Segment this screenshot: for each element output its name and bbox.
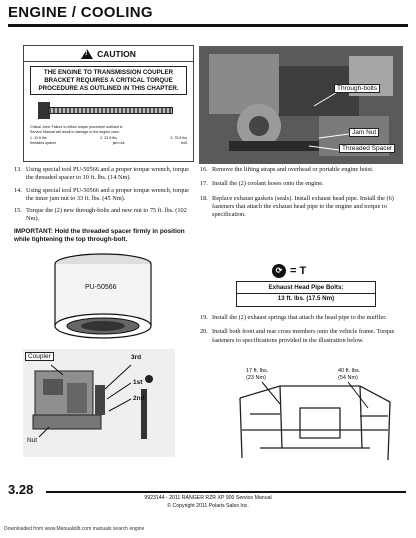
- caution-line: BRACKET REQUIRES A CRITICAL TORQUE: [44, 76, 173, 84]
- torque-symbol: [272, 264, 306, 278]
- caution-title: CAUTION: [97, 48, 136, 59]
- step-number: 14.: [14, 186, 22, 194]
- page-number: 3.28: [8, 482, 34, 497]
- footer-line: 9923144 - 2011 RANGER RZR XP 900 Service Manual: [144, 495, 272, 501]
- step-text: Remove the lifting straps and overhead or portable engine hoist.: [212, 166, 374, 173]
- threaded-spacer-label: Threaded Spacer: [339, 144, 395, 153]
- step-item: [200, 328, 406, 345]
- torque-spec-box: [236, 281, 376, 307]
- step-text: Replace exhaust gaskets (seals). Install exhaust head pipe. Install the (6) fasteners that attach the exhaust head pipe to the engine and torque to specification.: [212, 194, 394, 219]
- ref-item: threaded spacer: [30, 140, 56, 145]
- torque-symbol-text: = T: [290, 265, 307, 277]
- special-tool-illustration: [27, 250, 179, 344]
- step-number: 20.: [200, 328, 208, 336]
- left-torque-label: 17 ft. lbs.: [246, 368, 269, 374]
- important-note: IMPORTANT: Hold the threaded spacer firmly in position while tightening the top through-bolt.: [14, 227, 185, 243]
- tool-label: PU-50566: [85, 284, 117, 291]
- frame-diagram: [220, 368, 403, 468]
- jam-nut-label: Jam Nut: [349, 128, 379, 137]
- footer-line: © Copyright 2011 Polaris Sales Inc.: [167, 502, 249, 509]
- step-item: [200, 180, 406, 188]
- engine-photo: [199, 46, 403, 164]
- page-title: ENGINE / COOLING: [8, 4, 153, 21]
- step-number: 18.: [200, 194, 208, 202]
- third-label: 3rd: [131, 354, 142, 361]
- step-item: [14, 187, 194, 204]
- caution-note: [30, 125, 187, 134]
- right-steps-2: [200, 314, 406, 351]
- nut-label: Nut: [27, 437, 38, 444]
- second-label: 2nd: [133, 395, 145, 402]
- right-torque-nm: (54 Nm): [338, 375, 358, 381]
- footer-rule: [46, 491, 406, 493]
- coupler-diagram: [23, 349, 175, 457]
- warning-icon: [81, 49, 93, 59]
- torque-wrench-icon: ⟳: [272, 264, 286, 278]
- caution-block: [23, 45, 194, 162]
- ref-item: jam nut: [112, 140, 125, 145]
- step-item: [200, 195, 406, 220]
- step-text: Using special tool PU-50566 and a proper torque wrench, torque the inner jam nut to 33 ft. lbs. (45 Nm).: [26, 186, 189, 202]
- ref-item: 2. 33 ft lbs: [100, 135, 117, 140]
- ref-item: 1. 10 ft lbs: [30, 135, 47, 140]
- step-item: [14, 166, 194, 183]
- torque-spec-value: 13 ft. lbs. (17.5 Nm): [277, 295, 335, 303]
- caution-note-line: Critical Joint: Failure to follow torque procedure outlined in: [30, 125, 123, 130]
- step-item: [200, 166, 406, 174]
- caution-line: PROCEDURE AS OUTLINED IN THIS CHAPTER.: [38, 84, 179, 92]
- caution-message: [30, 66, 187, 95]
- step-text: Using special tool PU-50566 and a proper torque wrench, torque the threaded spacer to 10 ft. lbs. (14 Nm).: [26, 166, 189, 182]
- step-text: Install the (2) exhaust springs that attach the head pipe to the muffler.: [212, 314, 387, 321]
- right-torque-label: 40 ft. lbs.: [338, 368, 361, 374]
- step-number: 17.: [200, 180, 208, 188]
- step-item: [14, 207, 194, 224]
- caution-refs: [30, 136, 187, 140]
- step-text: Install the (2) coolant hoses onto the engine.: [212, 180, 324, 188]
- header-rule: [8, 24, 408, 27]
- bolt-illustration: [38, 99, 179, 123]
- page-header: [8, 4, 408, 27]
- download-notice: Downloaded from www.Manualslib.com manuals search engine: [4, 526, 145, 532]
- torque-spec-heading: Exhaust Head Pipe Bolts:: [237, 282, 375, 294]
- ref-item: bolt: [181, 140, 187, 145]
- caution-line: THE ENGINE TO TRANSMISSION COUPLER: [43, 69, 174, 76]
- through-bolts-label: Through-bolts: [334, 84, 380, 93]
- caution-refs-2: [30, 141, 187, 145]
- step-text: Install both front and rear cross members onto the vehicle frame. Torque fasteners to specifications provided in the illustration below.: [212, 328, 395, 344]
- step-text: Torque the (2) new through-bolts and new nut to 75 ft. lbs. (102 Nm).: [26, 207, 187, 223]
- page-footer: [0, 495, 416, 510]
- left-torque-nm: (23 Nm): [246, 375, 266, 381]
- first-label: 1st: [133, 379, 143, 386]
- caution-header: [24, 46, 193, 62]
- coupler-label: Coupler: [25, 352, 54, 361]
- caution-note-line: Service Manual will result in damage to the engine case.: [30, 129, 120, 134]
- step-item: [200, 314, 406, 322]
- left-steps: [14, 166, 194, 244]
- step-number: 19.: [200, 314, 208, 321]
- step-number: 16.: [200, 166, 208, 173]
- ref-item: 3. 75 ft lbs: [170, 135, 187, 140]
- right-steps: [200, 166, 406, 225]
- step-number: 13.: [14, 166, 22, 173]
- step-number: 15.: [14, 207, 22, 215]
